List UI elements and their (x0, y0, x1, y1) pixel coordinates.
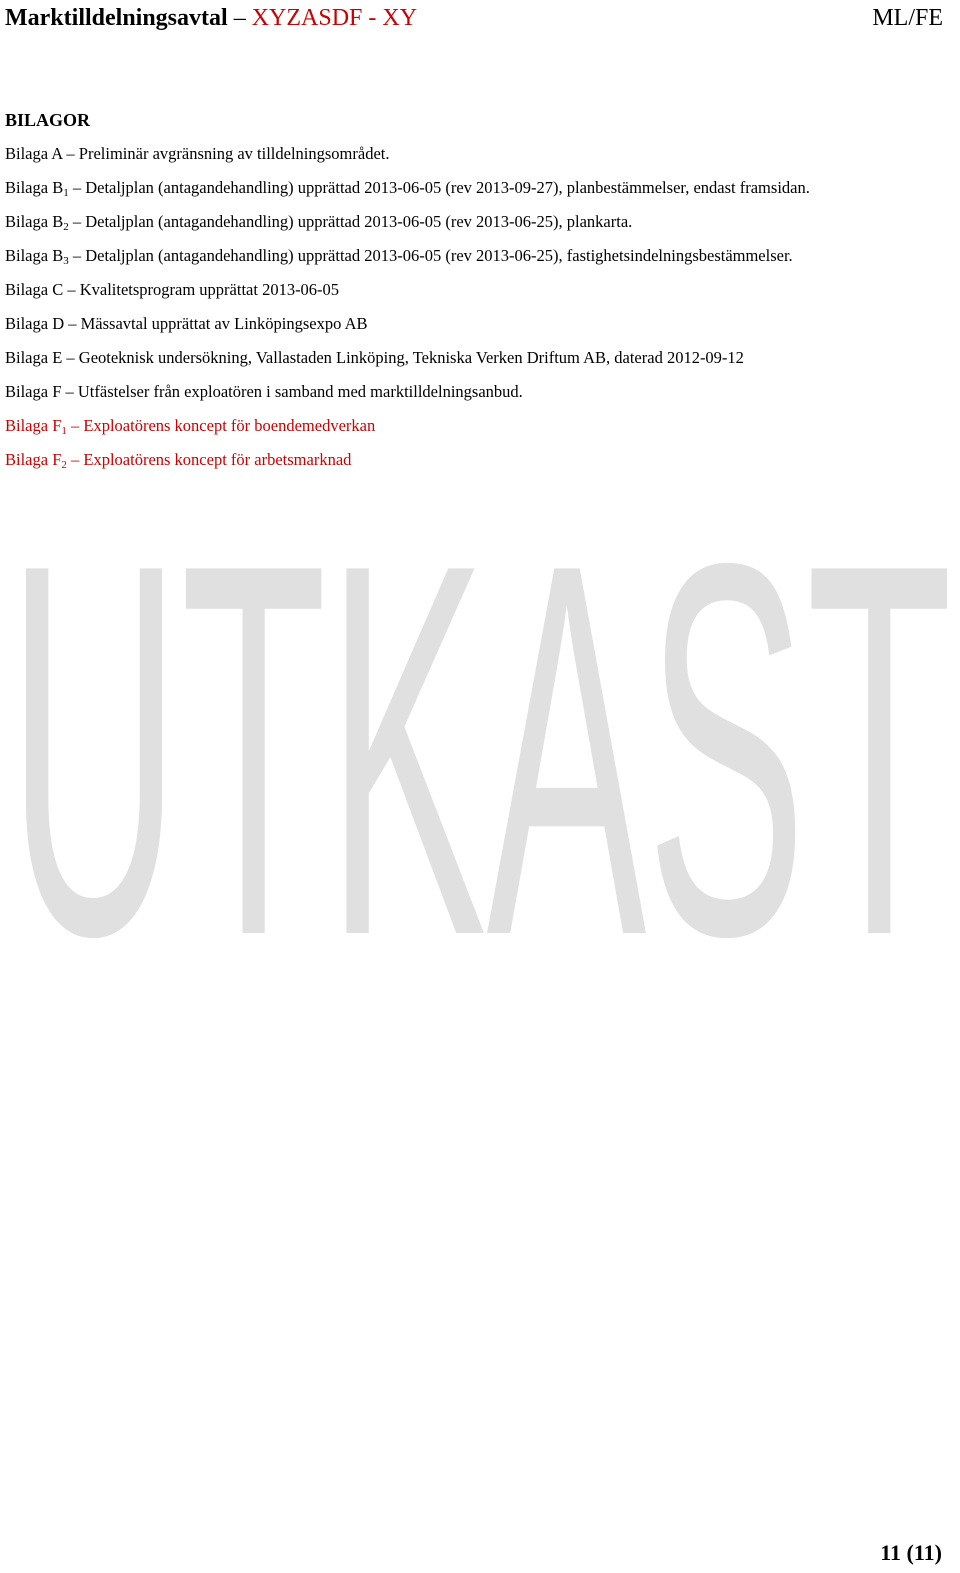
appendix-subscript: 3 (63, 255, 69, 267)
watermark-utkast (0, 555, 960, 945)
appendix-label: Bilaga B (5, 246, 64, 265)
appendix-description: – Utfästelser från exploatören i samband med marktilldelningsanbud. (61, 382, 523, 401)
appendix-item (5, 143, 810, 177)
section-heading: BILAGOR (5, 110, 91, 130)
appendix-item (5, 177, 810, 211)
appendix-description: – Mässavtal upprättat av Linköpingsexpo AB (64, 314, 368, 333)
appendix-label: Bilaga F (5, 416, 62, 435)
header-separator: – (233, 5, 246, 31)
appendix-description: – Geoteknisk undersökning, Vallastaden Linköping, Tekniska Verken Driftum AB, daterad 2012-09-12 (62, 348, 744, 367)
appendix-item (5, 449, 810, 483)
appendix-label: Bilaga F (5, 450, 62, 469)
appendix-item (5, 347, 810, 381)
appendix-description: – Kvalitetsprogram upprättat 2013-06-05 (63, 280, 340, 299)
appendix-description: – Detaljplan (antagandehandling) upprättad 2013-06-05 (rev 2013-09-27), planbestämmelser, endast framsidan. (68, 178, 810, 197)
appendix-label: Bilaga C (5, 280, 64, 299)
watermark-text: UTKAST (7, 555, 953, 945)
appendix-item (5, 313, 810, 347)
appendix-description: – Preliminär avgränsning av tilldelningsområdet. (62, 144, 390, 163)
appendix-description: – Detaljplan (antagandehandling) upprättad 2013-06-05 (rev 2013-06-25), plankarta. (68, 212, 633, 231)
appendix-description: – Exploatörens koncept för boendemedverkan (66, 416, 376, 435)
page-header (5, 2, 943, 34)
appendix-item (5, 245, 810, 279)
document-initials: ML/FE (872, 5, 943, 31)
appendix-subscript: 1 (63, 187, 69, 199)
appendix-subscript: 2 (61, 459, 67, 471)
appendix-label: Bilaga F (5, 382, 62, 401)
appendix-list (5, 143, 810, 483)
appendix-label: Bilaga B (5, 212, 64, 231)
appendix-label: Bilaga B (5, 178, 64, 197)
appendix-subscript: 1 (61, 425, 67, 437)
page-number: 11 (11) (880, 1540, 942, 1565)
appendix-item (5, 279, 810, 313)
appendix-label: Bilaga A (5, 144, 63, 163)
appendix-description: – Detaljplan (antagandehandling) upprättad 2013-06-05 (rev 2013-06-25), fastighetsindelningsbestämmelser. (68, 246, 793, 265)
appendix-item (5, 415, 810, 449)
appendix-subscript: 2 (63, 221, 69, 233)
appendix-description: – Exploatörens koncept för arbetsmarknad (66, 450, 352, 469)
document-code: XYZASDF - XY (251, 5, 418, 31)
appendix-label: Bilaga D (5, 314, 65, 333)
document-title: Marktilldelningsavtal (5, 5, 228, 31)
appendix-label: Bilaga E (5, 348, 63, 367)
appendix-item (5, 211, 810, 245)
appendix-item (5, 381, 810, 415)
